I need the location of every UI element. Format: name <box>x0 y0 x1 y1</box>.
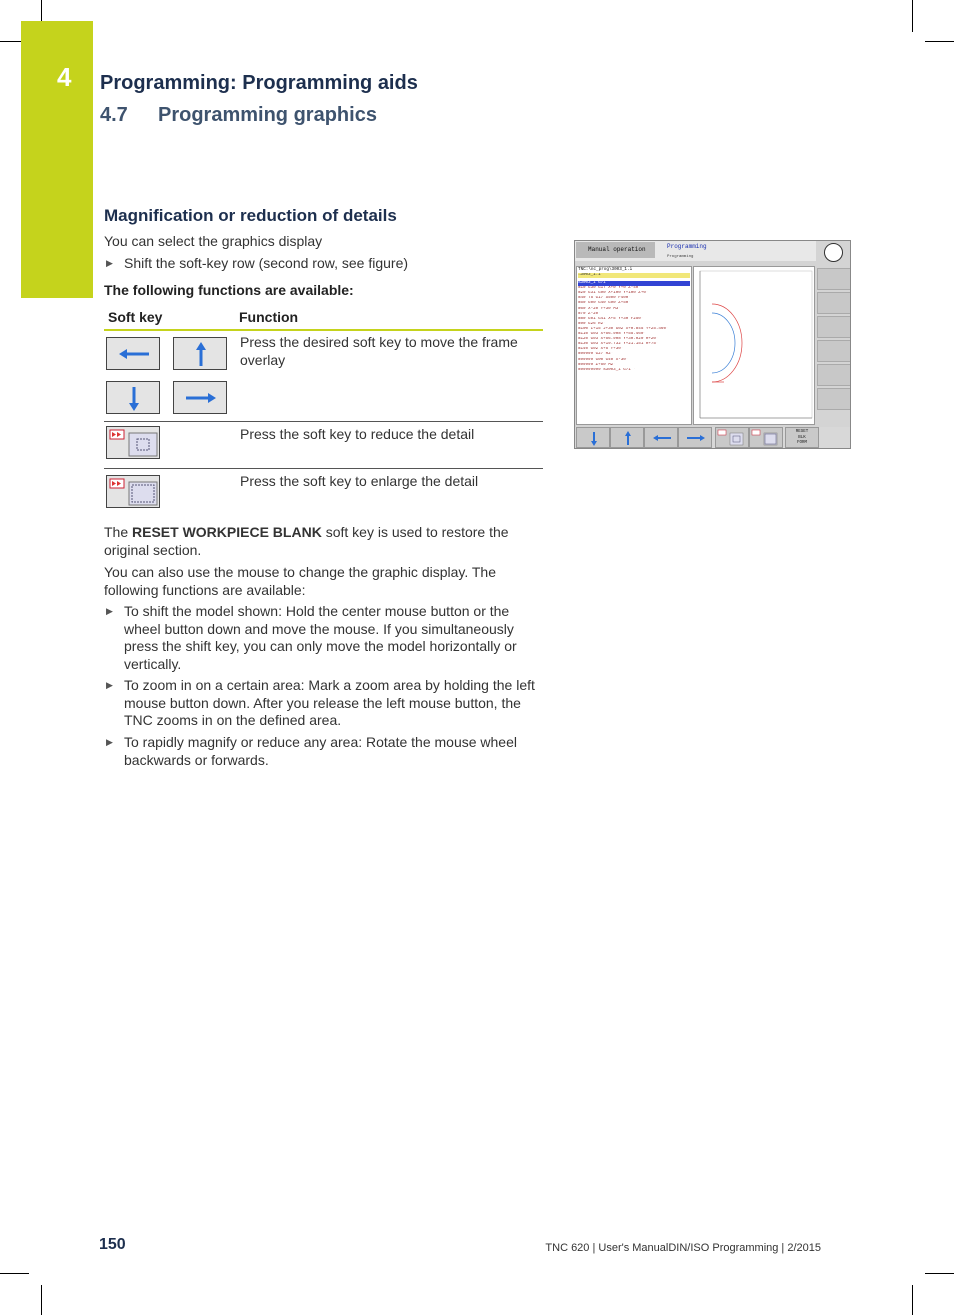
softkey-left-arrow[interactable] <box>644 427 678 448</box>
program-line: N100 I+15 J+30 G02 X+0.845 Y+25.460* <box>578 326 669 331</box>
program-line: N99999 Z+50 M2* <box>578 362 616 367</box>
softkey-right-arrow[interactable] <box>678 427 712 448</box>
chapter-title: Programming: Programming aids <box>100 72 418 94</box>
section-number: 4.7 <box>100 104 128 126</box>
row-divider <box>104 421 543 422</box>
program-line: N50 G00 G40 G90 Z+50* <box>578 301 631 306</box>
crop-mark <box>41 1285 42 1315</box>
program-line: N110 G03 X+56.908 Y+55.460* <box>578 332 646 336</box>
arrow-left-icon <box>645 428 679 449</box>
page-number: 150 <box>99 1236 126 1253</box>
program-line: N140 G02 X+5 Y+30* <box>578 347 624 352</box>
reduce-detail-icon <box>716 428 750 449</box>
softkey-down-arrow[interactable] <box>576 427 610 448</box>
softkey-down-arrow[interactable] <box>106 381 160 414</box>
softkey-reduce-detail[interactable] <box>106 426 160 459</box>
chapter-number: 4 <box>57 62 72 92</box>
softkey-up-arrow[interactable] <box>173 337 227 370</box>
function-enlarge: Press the soft key to enlarge the detail <box>240 473 479 489</box>
program-line: N10 G30 G17 X+0 Y+0 Z-40* <box>578 286 641 291</box>
program-line: N130 G03 X+19.732 Y+21.151 R+75* <box>578 342 659 347</box>
vertical-softkey[interactable] <box>817 340 851 362</box>
softkey-reduce-detail[interactable] <box>715 427 749 448</box>
arrow-right-icon <box>679 428 713 449</box>
program-line: N99999 G00 G40 X-30* <box>578 357 629 362</box>
crop-mark <box>912 1285 913 1315</box>
crop-mark <box>912 0 913 32</box>
softkey-left-arrow[interactable] <box>106 337 160 370</box>
arrow-up-icon <box>174 338 228 371</box>
graphics-window[interactable] <box>693 266 815 425</box>
heading-magnification: Magnification or reduction of details <box>104 206 397 225</box>
program-line: N120 G03 X+56.908 Y+30.020 R+20* <box>578 337 659 342</box>
reduce-detail-icon <box>107 427 161 460</box>
arrow-down-icon <box>107 382 161 415</box>
mouse-intro: You can also use the mouse to change the graphic display. The following functions are available: <box>104 564 497 598</box>
program-editor[interactable] <box>576 266 692 425</box>
section-label: Programming graphics <box>158 104 377 126</box>
bullet-arrow-icon: ▶ <box>106 606 113 616</box>
program-line: N99999999 %3003_1 G71 * <box>578 367 636 372</box>
program-line: N90 G26 R2* <box>578 321 606 326</box>
crop-mark <box>0 41 21 42</box>
contour-graphic <box>694 267 814 424</box>
program-line: N99999 G27 R2* <box>578 352 614 357</box>
vertical-softkey[interactable] <box>817 316 851 338</box>
col-function: Function <box>239 309 299 325</box>
reset-paragraph: The RESET WORKPIECE BLANK soft key is used to restore the original section. <box>104 524 509 558</box>
arrow-right-icon <box>174 382 228 415</box>
program-line: N20 G31 G90 X+100 Y+100 Z+0* <box>578 291 649 296</box>
program-line: N70 Z-20* <box>578 311 601 316</box>
arrow-down-icon <box>577 428 611 449</box>
footer-manual: TNC 620 | User's ManualDIN/ISO Programming | 2/2015 <box>545 1242 821 1254</box>
enlarge-detail-icon <box>750 428 784 449</box>
functions-heading: The following functions are available: <box>104 282 354 298</box>
program-line: →3003_1.i <box>578 273 690 278</box>
enlarge-detail-icon <box>107 476 161 509</box>
intro-text: You can select the graphics display <box>104 233 323 249</box>
program-line: N60 X-20 Y+30 M3* <box>578 306 621 311</box>
function-reduce: Press the soft key to reduce the detail <box>240 426 475 442</box>
reset-softkey-name: RESET WORKPIECE BLANK <box>132 524 322 540</box>
clock-icon <box>824 243 843 262</box>
bullet-arrow-icon: ▶ <box>106 680 113 690</box>
vertical-softkey[interactable] <box>817 292 851 314</box>
program-line: N40 T5 G17 S500 F400* <box>578 296 631 301</box>
softkey-up-arrow[interactable] <box>610 427 644 448</box>
section-title <box>100 104 377 127</box>
program-path: TNC:\nc_prog\3003_1.i <box>578 267 633 272</box>
mode-manual-operation: Manual operation <box>576 242 655 258</box>
crop-mark <box>0 1273 29 1274</box>
program-line: N80 G01 G41 X+5 Y+30 F250* <box>578 316 644 321</box>
bullet-arrow-icon: ▶ <box>106 737 113 747</box>
row-divider <box>104 468 543 469</box>
bullet-arrow-icon: ▶ <box>106 258 113 268</box>
crop-mark <box>925 41 954 42</box>
col-softkey: Soft key <box>108 309 163 325</box>
softkey-enlarge-detail[interactable] <box>106 475 160 508</box>
arrow-up-icon <box>611 428 645 449</box>
vertical-softkey[interactable] <box>817 364 851 386</box>
tnc-screenshot <box>574 240 851 449</box>
vertical-softkey[interactable] <box>817 268 851 290</box>
softkey-right-arrow[interactable] <box>173 381 227 414</box>
program-line: %3003_1 G71 * <box>578 281 690 286</box>
table-header <box>104 307 543 331</box>
mode-programming: Programming Programming <box>667 243 707 259</box>
crop-mark <box>41 0 42 21</box>
crop-mark <box>925 1273 954 1274</box>
softkey-enlarge-detail[interactable] <box>749 427 783 448</box>
vertical-softkey[interactable] <box>817 388 851 410</box>
arrow-left-icon <box>107 338 161 371</box>
function-move-frame: Press the desired soft key to move the frame overlay <box>240 334 518 368</box>
softkey-reset-blk-form[interactable]: RESET BLK FORM <box>785 427 819 448</box>
